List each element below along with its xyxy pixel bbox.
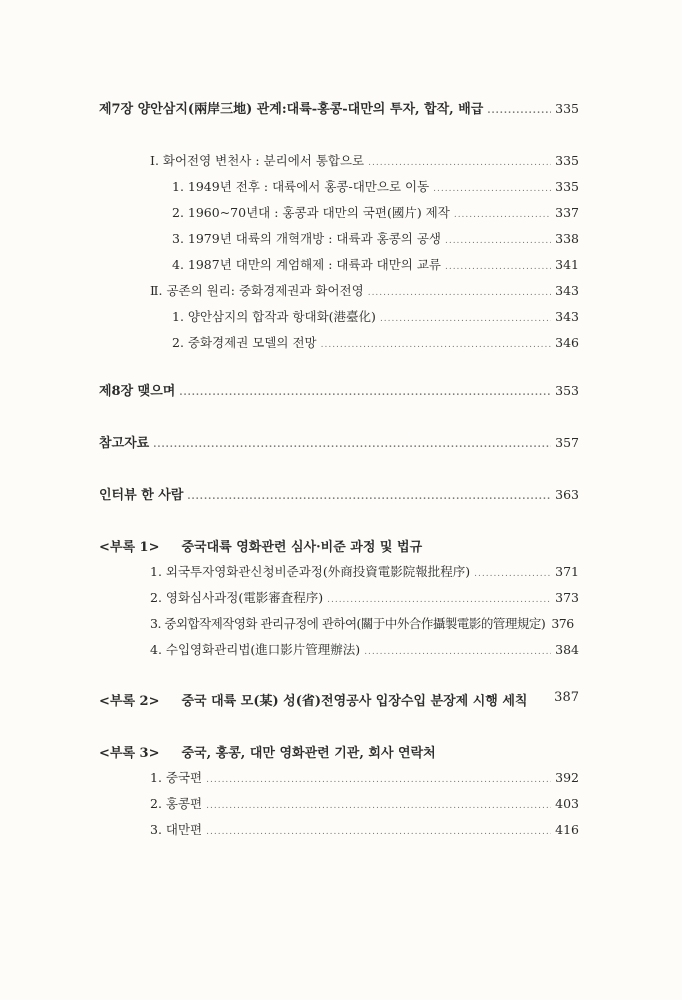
toc-page: 384 <box>555 642 579 657</box>
leader-dots <box>445 262 551 272</box>
toc-entry-references <box>99 432 579 451</box>
toc-label: 참고자료 <box>99 436 150 451</box>
leader-dots <box>368 288 551 298</box>
toc-entry <box>150 562 579 580</box>
toc-label: 4. 1987년 대만의 계엄해제 : 대륙과 대만의 교류 <box>172 257 441 272</box>
toc-entry <box>172 229 579 247</box>
leader-dots <box>474 569 551 579</box>
toc-page: 387 <box>554 690 579 705</box>
toc-label: Ⅱ. 공존의 원리: 중화경제권과 화어전영 <box>150 283 364 298</box>
toc-entry <box>150 151 579 169</box>
toc-page: 335 <box>555 153 579 168</box>
leader-dots <box>364 647 551 657</box>
toc-page: 392 <box>555 770 579 785</box>
toc-entry <box>150 614 579 632</box>
toc-page: 341 <box>555 257 579 272</box>
leader-dots <box>187 492 551 502</box>
appendix-title: 중국 대륙 모(某) 성(省)전영공사 입장수입 분장제 시행 세칙 <box>181 694 528 709</box>
toc-label: 2. 중화경제권 모델의 전망 <box>172 335 317 350</box>
toc-entry <box>150 640 579 658</box>
leader-dots <box>327 595 551 605</box>
toc-entry <box>150 768 579 786</box>
leader-dots <box>179 388 551 398</box>
toc-page: 416 <box>555 822 579 837</box>
toc-label: 2. 홍콩편 <box>150 796 203 811</box>
toc-label: 4. 수입영화관리법(進口影片管理辦法) <box>150 642 361 657</box>
toc-label: 제7장 양안삼지(兩岸三地) 관계:대륙-홍콩-대만의 투자, 합작, 배급 <box>99 102 484 117</box>
toc-label: 제8장 맺으며 <box>99 384 176 399</box>
leader-dots <box>487 106 551 116</box>
toc-page: 403 <box>555 796 579 811</box>
appendix-1-heading <box>99 536 422 555</box>
toc-entry <box>150 794 579 812</box>
toc-page: 335 <box>555 101 579 116</box>
toc-entry <box>172 307 579 325</box>
toc-page: 343 <box>555 309 579 324</box>
appendix-tag: <부록 2> <box>99 694 160 709</box>
leader-dots <box>206 801 551 811</box>
leader-dots <box>380 314 551 324</box>
toc-page: 353 <box>555 383 579 398</box>
leader-dots <box>321 340 552 350</box>
toc-entry <box>150 588 579 606</box>
appendix-title: 중국, 홍콩, 대만 영화관련 기관, 회사 연락처 <box>181 746 436 761</box>
toc-page: 338 <box>555 231 579 246</box>
appendix-2-heading <box>99 690 579 709</box>
toc-page: 363 <box>555 487 579 502</box>
toc-label: 3. 중외합작제작영화 관리규정에 관하여(關于中外合作攝製電影的管理規定) <box>150 616 546 631</box>
leader-dots <box>454 210 551 220</box>
toc-page: 357 <box>555 435 579 450</box>
leader-dots <box>433 184 551 194</box>
toc-entry <box>150 281 579 299</box>
toc-entry-ch7 <box>99 98 579 117</box>
toc-entry <box>172 255 579 273</box>
toc-entry-interviews <box>99 484 579 503</box>
toc-label: 3. 1979년 대륙의 개혁개방 : 대륙과 홍콩의 공생 <box>172 231 441 246</box>
toc-entry-ch8 <box>99 380 579 399</box>
toc-label: 1. 1949년 전후 : 대륙에서 홍콩-대만으로 이동 <box>172 179 430 194</box>
leader-dots <box>368 158 551 168</box>
toc-entry <box>172 333 579 351</box>
toc-label: 1. 양안삼지의 합작과 항대화(港臺化) <box>172 309 376 324</box>
appendix-tag: <부록 1> <box>99 540 160 555</box>
toc-label: Ⅰ. 화어전영 변천사 : 분리에서 통합으로 <box>150 153 365 168</box>
toc-label: 1. 외국투자영화관신청비준과정(外商投資電影院報批程序) <box>150 564 471 579</box>
toc-page: 337 <box>555 205 579 220</box>
toc-page: 343 <box>555 283 579 298</box>
leader-dots <box>206 775 551 785</box>
toc-label: 2. 1960~70년대 : 홍콩과 대만의 국편(國片) 제작 <box>172 205 450 220</box>
toc-page: 346 <box>555 335 579 350</box>
appendix-tag: <부록 3> <box>99 746 160 761</box>
toc-label: 인터뷰 한 사람 <box>99 488 184 503</box>
leader-dots <box>153 440 551 450</box>
toc-page: 373 <box>555 590 579 605</box>
toc-label: 2. 영화심사과정(電影審査程序) <box>150 590 324 605</box>
toc-entry <box>172 203 579 221</box>
toc-page: 335 <box>555 179 579 194</box>
toc-label: 3. 대만편 <box>150 822 203 837</box>
toc-label: 1. 중국편 <box>150 770 203 785</box>
toc-entry <box>172 177 579 195</box>
toc-page: 371 <box>555 564 579 579</box>
leader-dots <box>206 827 551 837</box>
toc-page: 376 <box>551 616 574 631</box>
appendix-3-heading <box>99 742 436 761</box>
leader-dots <box>445 236 551 246</box>
appendix-title: 중국대륙 영화관련 심사·비준 과정 및 법규 <box>181 540 423 555</box>
toc-entry <box>150 820 579 838</box>
